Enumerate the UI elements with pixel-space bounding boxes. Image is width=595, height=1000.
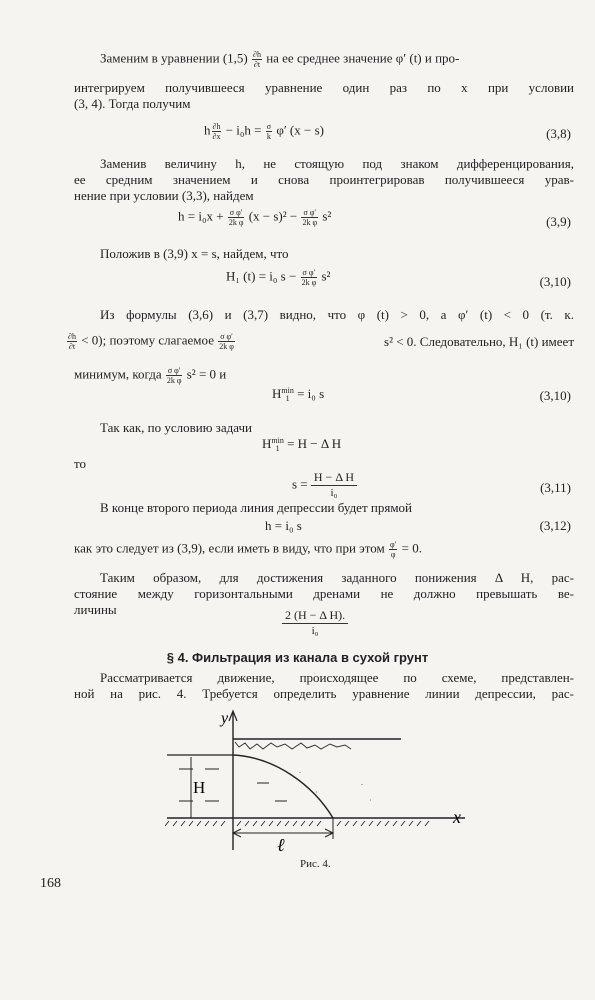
y-axis-label: y [221, 710, 229, 727]
equation-final: $\frac{\text{2 (H − Δ H).}}{\text{i₀}}$ [282, 608, 348, 639]
text-line: Заменим в уравнении (1,5) $\frac{\partial h}{\partial t}$ на ее среднее значение φ′ (t) и про- [100, 50, 460, 69]
text-line: Из формулы (3,6) и (3,7) видно, что φ (t) > 0, а φ′ (t) < 0 (т. к. [100, 307, 574, 322]
text-line: (3, 4). Тогда получим [74, 96, 191, 111]
text-line: Рассматривается движение, происходящее по схеме, представлен- [100, 670, 574, 685]
page-number: 168 [40, 876, 61, 891]
svg-text:·: · [369, 796, 372, 805]
equation-h-min: H min 1 = H − Δ H [262, 436, 342, 454]
text-line: интегрируем получившееся уравнение один раз по x при условии [74, 80, 574, 95]
text-line: $\frac{\partial h}{\partial t}$ < 0); поэтому слагаемое $\frac{\text{σ φ′}}{\text{2k φ}}$ s² < 0. Следовательно, H₁ (t) имеет [68, 332, 574, 351]
text-line: личины [74, 602, 117, 617]
text-line: то [74, 456, 87, 471]
equation-3-10-min: H min 1 = i₀ s [272, 386, 325, 404]
equation-3-10: H₁ (t) = i₀ s − $\frac{\text{σ φ′}}{\text{2k φ}}$ s² [226, 268, 331, 287]
equation-3-11: s = $\frac{\text{H − Δ H}}{\text{i₀}}$ [292, 470, 357, 501]
text-line: В конце второго периода линия депрессии будет прямой [100, 500, 412, 515]
equation-number: (3,11) [540, 480, 571, 495]
equation-3-9: h = i₀x + $\frac{\text{σ φ′}}{\text{2k φ}}$ (x − s)² − $\frac{\text{σ φ′}}{\text{2k φ}}$ s² [178, 208, 332, 227]
text-line: Положив в (3,9) x = s, найдем, что [100, 246, 289, 261]
equation-number: (3,8) [546, 126, 571, 141]
section-heading: § 4. Фильтрация из канала в сухой грунт [166, 650, 429, 665]
text-line: ной на рис. 4. Требуется определить уравнение линии депрессии, рас- [74, 686, 574, 701]
l-label: ℓ [277, 835, 285, 855]
svg-text:·: · [315, 788, 318, 797]
x-axis-label: x [453, 807, 461, 827]
svg-text:.: . [299, 766, 301, 775]
text-line: как это следует из (3,9), если иметь в виду, что при этом $\frac{\varphi'}{\varphi}$ = 0. [74, 540, 422, 559]
h-label: H [193, 778, 206, 797]
equation-number: (3,10) [539, 274, 571, 289]
equation-number: (3,10) [539, 388, 571, 403]
equation-3-8: h $\frac{\partial h}{\partial x}$ − i₀h = $\frac{\sigma}{k}$ φ′ (x − s) [204, 122, 324, 141]
text-line: стояние между горизонтальными дренами не должно превышать ве- [74, 586, 574, 601]
soil-hatching [235, 742, 351, 749]
equation-number: (3,12) [539, 518, 571, 533]
depression-curve [233, 755, 333, 818]
text-line: нение при условии (3,3), найдем [74, 188, 254, 203]
figure-caption: Рис. 4. [300, 858, 331, 870]
figure-4-diagram [165, 705, 495, 855]
text-line: Заменив величину h, не стоящую под знаком дифференцирования, [100, 156, 574, 171]
text-line: Так как, по условию задачи [100, 420, 252, 435]
text-line: минимум, когда $\frac{\text{σ φ′}}{\text{2k φ}}$ s² = 0 и [74, 366, 227, 385]
base-hatching [165, 821, 429, 826]
partial-derivative: $\frac{\partial h}{\partial t}$ [252, 50, 261, 69]
equation-3-12: h = i₀ s [265, 518, 302, 533]
svg-text:.: . [361, 778, 363, 787]
equation-number: (3,9) [546, 214, 571, 229]
text-line: ее средним значением и снова проинтегрировав получившееся урав- [74, 172, 574, 187]
text-line: Таким образом, для достижения заданного понижения Δ H, рас- [100, 570, 574, 585]
